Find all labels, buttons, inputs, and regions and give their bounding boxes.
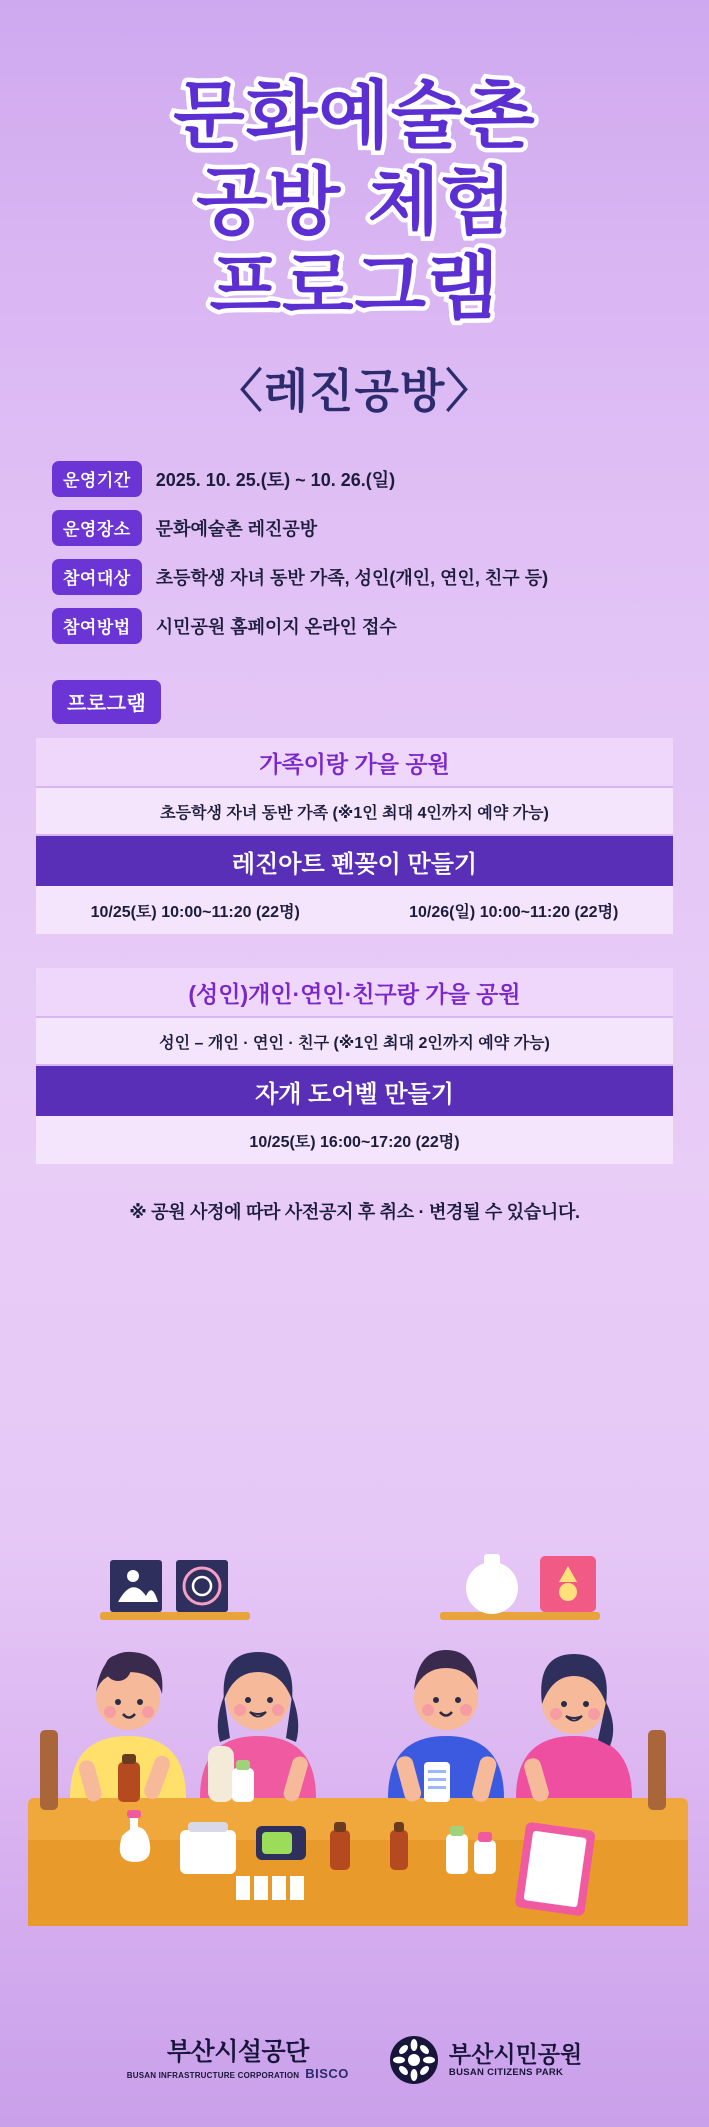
logo-busan-citizens-park [389,2035,582,2085]
logo-right-sub: BUSAN CITIZENS PARK [448,2066,564,2078]
logo-right-main: 부산시민공원 [448,2041,583,2068]
info-label-audience: 참여대상 [52,559,142,595]
info-value-period: 2025. 10. 25.(토) ~ 10. 26.(일) [155,470,396,491]
footer-logos [0,2035,709,2085]
info-row-audience [52,559,709,595]
program-table-adult [36,968,673,1164]
info-label-place: 운영장소 [52,510,142,546]
info-label-method: 참여방법 [52,608,142,644]
table1-title: 가족이랑 가을 공원 [36,738,673,787]
table1-target: 초등학생 자녀 동반 가족 (※1인 최대 4인까지 예약 가능) [36,787,673,835]
table2-target: 성인 – 개인 · 연인 · 친구 (※1인 최대 2인까지 예약 가능) [36,1017,673,1065]
table2-slot-1: 10/25(토) 16:00~17:20 (22명) [36,1116,673,1164]
logo-busan-infrastructure [127,2039,349,2082]
logo-left-main: 부산시설공단 [166,2037,309,2066]
info-row-method [52,608,709,644]
notice-text: ※ 공원 사정에 따라 사전공지 후 취소 · 변경될 수 있습니다. [129,1202,580,1223]
table2-title: (성인)개인·연인·친구랑 가을 공원 [36,968,673,1017]
logo-left-sub: BUSAN INFRASTRUCTURE CORPORATION [126,2071,300,2081]
title-block [0,0,709,421]
program-table-family [36,738,673,934]
title-line-3: 프로그램 [209,244,500,331]
table1-course: 레진아트 펜꽂이 만들기 [36,835,673,886]
table1-slot-2: 10/26(일) 10:00~11:20 (22명) [355,886,674,934]
table1-slot-1: 10/25(토) 10:00~11:20 (22명) [36,886,355,934]
title-line-1: 문화예술촌 [173,73,536,159]
info-list [52,461,709,644]
info-value-place: 문화예술촌 레진공방 [155,519,318,540]
info-row-period [52,461,709,497]
info-value-audience: 초등학생 자녀 동반 가족, 성인(개인, 연인, 친구 등) [155,568,549,589]
title-line-2: 공방 체험 [196,158,513,245]
program-heading-label: 프로그램 [52,680,161,724]
info-row-place [52,510,709,546]
info-value-method: 시민공원 홈페이지 온라인 접수 [155,617,397,638]
table2-course: 자개 도어벨 만들기 [36,1065,673,1116]
workshop-illustration [0,1530,709,1950]
logo-left-brand: BISCO [305,2066,349,2082]
info-label-period: 운영기간 [52,461,142,497]
program-heading [52,680,709,724]
title-subtitle: 〈레진공방〉 [216,364,493,419]
park-emblem-icon [389,2035,439,2085]
